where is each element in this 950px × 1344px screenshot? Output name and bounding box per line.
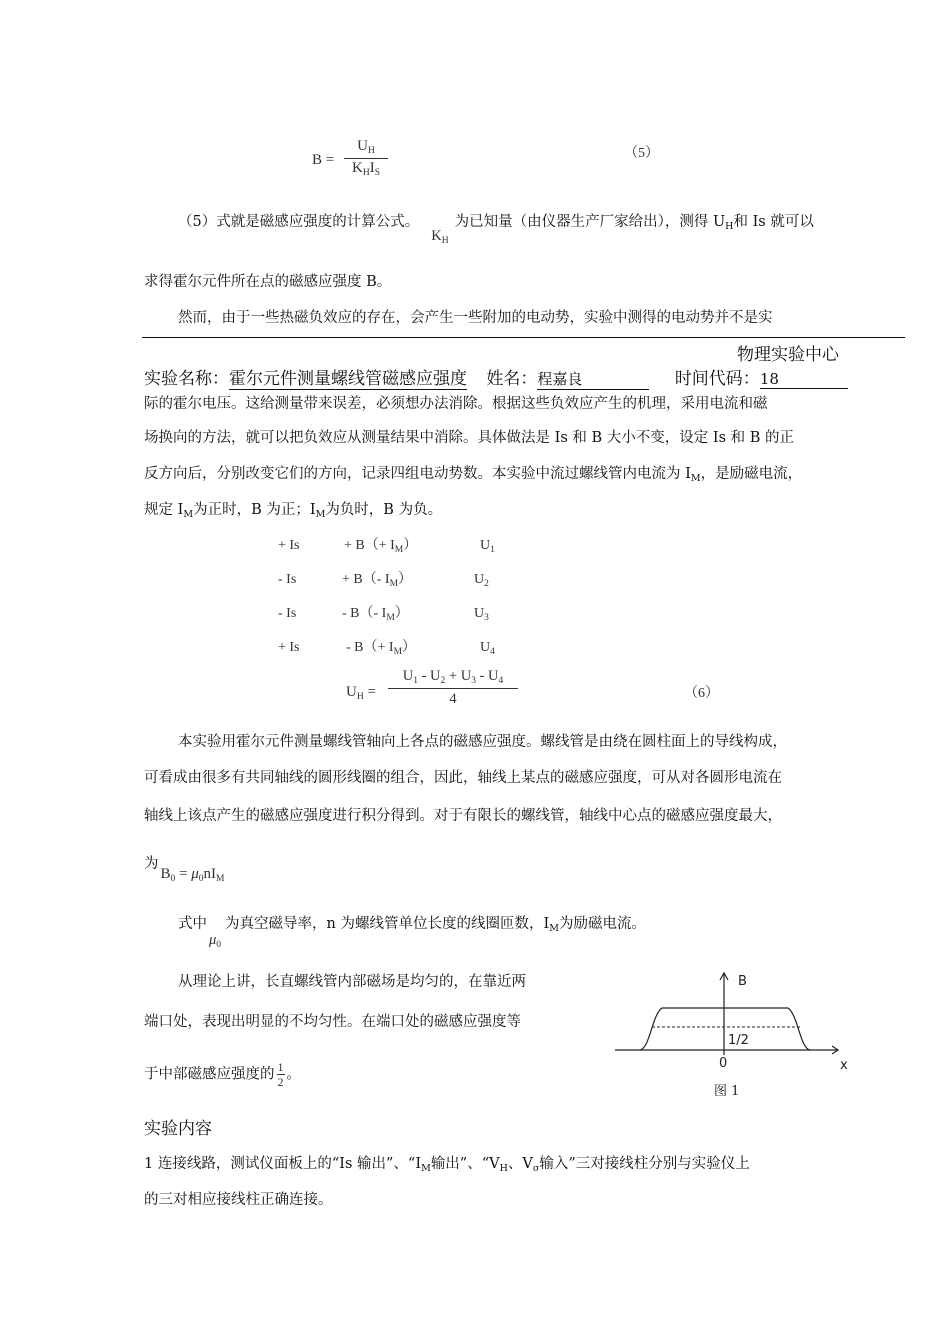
paragraph-wiring-line1: 1 连接线路，测试仪面板上的“Is 输出”、“$I_M$输出”、“$V_H$、$V_\sigma$输入”三对接线柱分别与实验仪上: [144, 1156, 750, 1174]
table-row: + $Is - B(+ I_M)$ $U_4$: [278, 640, 495, 657]
fraction-bar: [388, 688, 518, 689]
page-divider: [142, 337, 905, 338]
formula-5-denominator: $K_HI_S$: [351, 160, 380, 178]
formula-6: [346, 668, 719, 718]
header-experiment-line: [144, 364, 848, 390]
paragraph-method-line4: 规定 $I_M$为正时，B 为正；$I_M$为负时，B 为负。: [144, 502, 443, 520]
figure-caption: 图 1: [714, 1084, 740, 1099]
formula-6-denominator: 4: [449, 691, 457, 707]
time-code-label: 时间代码：: [674, 369, 760, 389]
b0-formula: $B_0 = \mu_0nI_M$: [160, 866, 225, 884]
student-label: 姓名：: [486, 369, 538, 389]
formula-5-lhs: B =: [312, 152, 335, 168]
formula-5-numerator: $U_H$: [357, 138, 375, 156]
paragraph-thermomagnetic: 然而，由于一些热磁负效应的存在，会产生一些附加的电动势，实验中测得的电动势并不是实: [178, 310, 773, 326]
x-axis-label: x: [840, 1058, 848, 1073]
paragraph-method-line3: 反方向后，分别改变它们的方向，记录四组电动势数。本实验中流过螺线管内电流为 $I_M$，是励磁电流，: [144, 466, 803, 484]
fraction-bar: [344, 158, 388, 159]
paragraph-formula-explanation: （5）式就是磁感应强度的计算公式。$K_H$为已知量（由仪器生产厂家给出），测得 $U_H$和 Is 就可以: [178, 214, 814, 246]
paragraph-uniformity-line1: 从理论上讲，长直螺线管内部磁场是均匀的，在靠近两: [178, 974, 526, 990]
formula-6-numerator: $U_1 - U_2 + U_3 - U_4$: [402, 668, 504, 686]
formula-6-lhs: $U_H$ =: [346, 684, 376, 702]
table-row: - Is - B（- $I_M$） $U_3$: [278, 606, 489, 623]
paragraph-method-line2: 场换向的方法，就可以把负效应从测量结果中消除。具体做法是 Is 和 B 大小不变，设定 Is 和 B 的正: [144, 430, 795, 446]
formula-5: [312, 138, 672, 188]
paragraph-solenoid-line2: 可看成由很多有共同轴线的圆形线圈的组合，因此，轴线上某点的磁感应强度，可从对各圆形电流在: [144, 770, 782, 786]
paragraph-uniformity-line3: 于中部磁感应强度的 $\frac{1}{2}$ 。: [144, 1060, 301, 1089]
student-name: 程嘉良: [537, 368, 649, 390]
formula-6-fraction: [388, 668, 518, 708]
table-row: - Is + B（- $I_M$） $U_2$: [278, 572, 489, 589]
header-lab-center: 物理实验中心: [737, 345, 839, 365]
mu0-symbol: $\mu_0$: [209, 932, 222, 950]
formula-5-fraction: [344, 138, 388, 178]
paragraph-method-line1: 际的霍尔电压。这给测量带来误差，必须想办法消除。根据这些负效应产生的机理，采用电流和磁: [144, 396, 768, 412]
kh-symbol: $K_H$: [431, 228, 449, 246]
section-title: 实验内容: [144, 1119, 212, 1139]
paragraph-solenoid-line3: 轴线上该点产生的磁感应强度进行积分得到。对于有限长的螺线管，轴线中心点的磁感应强度最大，: [144, 808, 782, 824]
paragraph-mu0: 式中$\mu_0$为真空磁导率，n 为螺线管单位长度的线圈匝数，$I_M$为励磁电流。: [178, 916, 646, 950]
origin-label: 0: [719, 1056, 728, 1071]
figure-1-field-profile: [610, 965, 870, 1100]
paragraph-wiring-line2: 的三对相应接线柱正确连接。: [144, 1192, 333, 1208]
formula-5-number: （5）: [624, 146, 659, 161]
experiment-name: 霍尔元件测量螺线管磁感应强度: [229, 364, 467, 390]
half-fraction: $\frac{1}{2}$: [277, 1060, 284, 1089]
paragraph-formula-explanation-cont: 求得霍尔元件所在点的磁感应强度 B。: [144, 274, 392, 290]
field-curve: [640, 1008, 810, 1050]
experiment-label: 实验名称：: [144, 369, 229, 389]
half-label: 1/2: [728, 1033, 749, 1048]
paragraph-solenoid-line4: 为$B_0 = \mu_0nI_M$: [144, 856, 225, 884]
time-code-value: 18: [760, 370, 848, 389]
table-row: + $Is + B(+ I_M)$ $U_1$: [278, 538, 495, 555]
y-axis-label: B: [738, 974, 747, 989]
formula-6-number: （6）: [684, 686, 719, 701]
paragraph-solenoid-line1: 本实验用霍尔元件测量螺线管轴向上各点的磁感应强度。螺线管是由绕在圆柱面上的导线构成，: [178, 734, 787, 750]
paragraph-uniformity-line2: 端口处，表现出明显的不均匀性。在端口处的磁感应强度等: [144, 1014, 521, 1030]
